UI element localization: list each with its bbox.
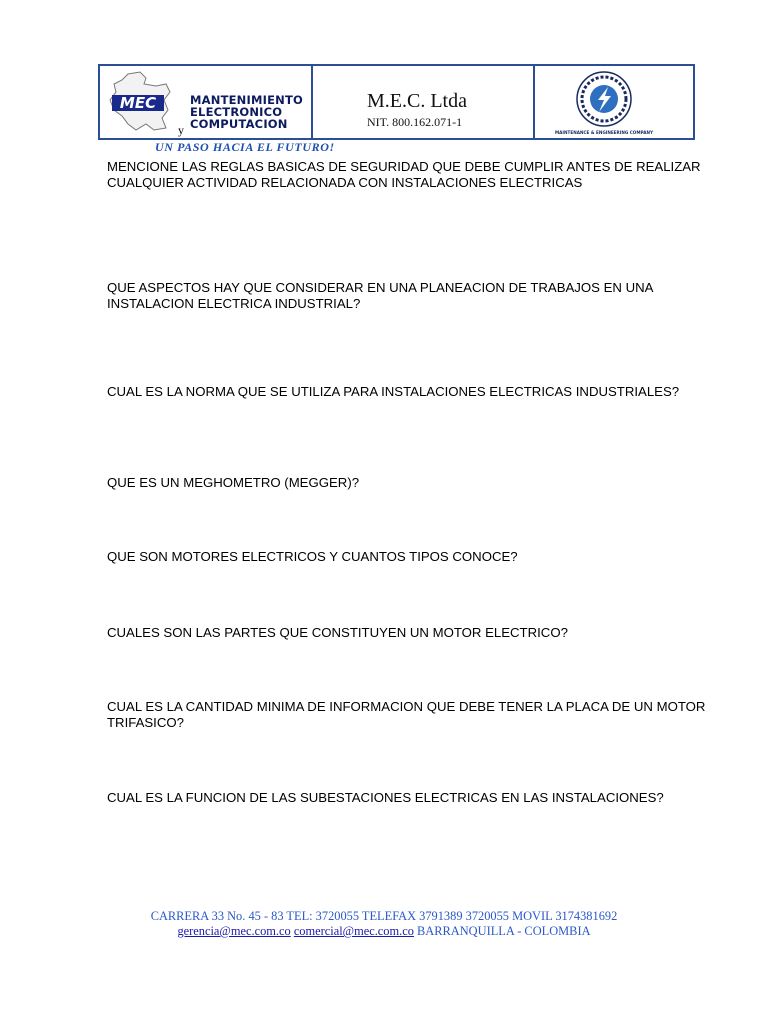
letterhead-right-cell <box>535 66 693 138</box>
footer-city: BARRANQUILLA - COLOMBIA <box>417 924 591 938</box>
logo-line-1: MANTENIMIENTO <box>190 93 303 107</box>
email-gerencia-link[interactable]: gerencia@mec.com.co <box>177 924 291 938</box>
question-5: QUE SON MOTORES ELECTRICOS Y CUANTOS TIPOS CONOCE? <box>107 549 518 564</box>
question-1: MENCIONE LAS REGLAS BASICAS DE SEGURIDAD QUE DEBE CUMPLIR ANTES DE REALIZAR CUALQUIER ACTIVIDAD RELACIONADA CON INSTALACIONES ELECTRICAS <box>107 159 701 190</box>
question-6: CUALES SON LAS PARTES QUE CONSTITUYEN UN MOTOR ELECTRICO? <box>107 625 568 640</box>
footer-address: CARRERA 33 No. 45 - 83 TEL: 3720055 TELEFAX 3791389 3720055 MOVIL 3174381692 <box>150 909 618 923</box>
mec-map-logo <box>106 70 174 134</box>
question-4: QUE ES UN MEGHOMETRO (MEGGER)? <box>107 475 360 490</box>
letterhead-left-cell <box>100 66 313 138</box>
footer-contact <box>0 924 768 939</box>
company-nit: NIT. 800.162.071-1 <box>367 115 463 129</box>
email-comercial-link[interactable]: comercial@mec.com.co <box>293 924 414 938</box>
question-8: CUAL ES LA FUNCION DE LAS SUBESTACIONES ELECTRICAS EN LAS INSTALACIONES? <box>107 790 664 805</box>
connector-letter: y <box>178 123 184 137</box>
slogan: UN PASO HACIA EL FUTURO! <box>155 140 335 154</box>
letterhead <box>98 64 695 140</box>
lightning-seal-icon <box>555 69 653 137</box>
question-2: QUE ASPECTOS HAY QUE CONSIDERAR EN UNA PLANEACION DE TRABAJOS EN UNA INSTALACION ELECTRICA INDUSTRIAL? <box>107 280 653 311</box>
mec-map-text: MEC <box>119 94 157 112</box>
logo-line-2: ELECTRONICO <box>190 105 283 119</box>
company-name: M.E.C. Ltda <box>367 90 467 112</box>
question-7: CUAL ES LA CANTIDAD MINIMA DE INFORMACION QUE DEBE TENER LA PLACA DE UN MOTOR TRIFASICO? <box>107 699 706 730</box>
seal-caption: MAINTENANCE & ENGINEERING COMPANY <box>555 130 653 135</box>
letterhead-middle-cell <box>313 66 535 138</box>
mantenimiento-logo <box>190 94 303 130</box>
logo-line-3: COMPUTACION <box>190 117 288 131</box>
question-3: CUAL ES LA NORMA QUE SE UTILIZA PARA INSTALACIONES ELECTRICAS INDUSTRIALES? <box>107 384 680 399</box>
